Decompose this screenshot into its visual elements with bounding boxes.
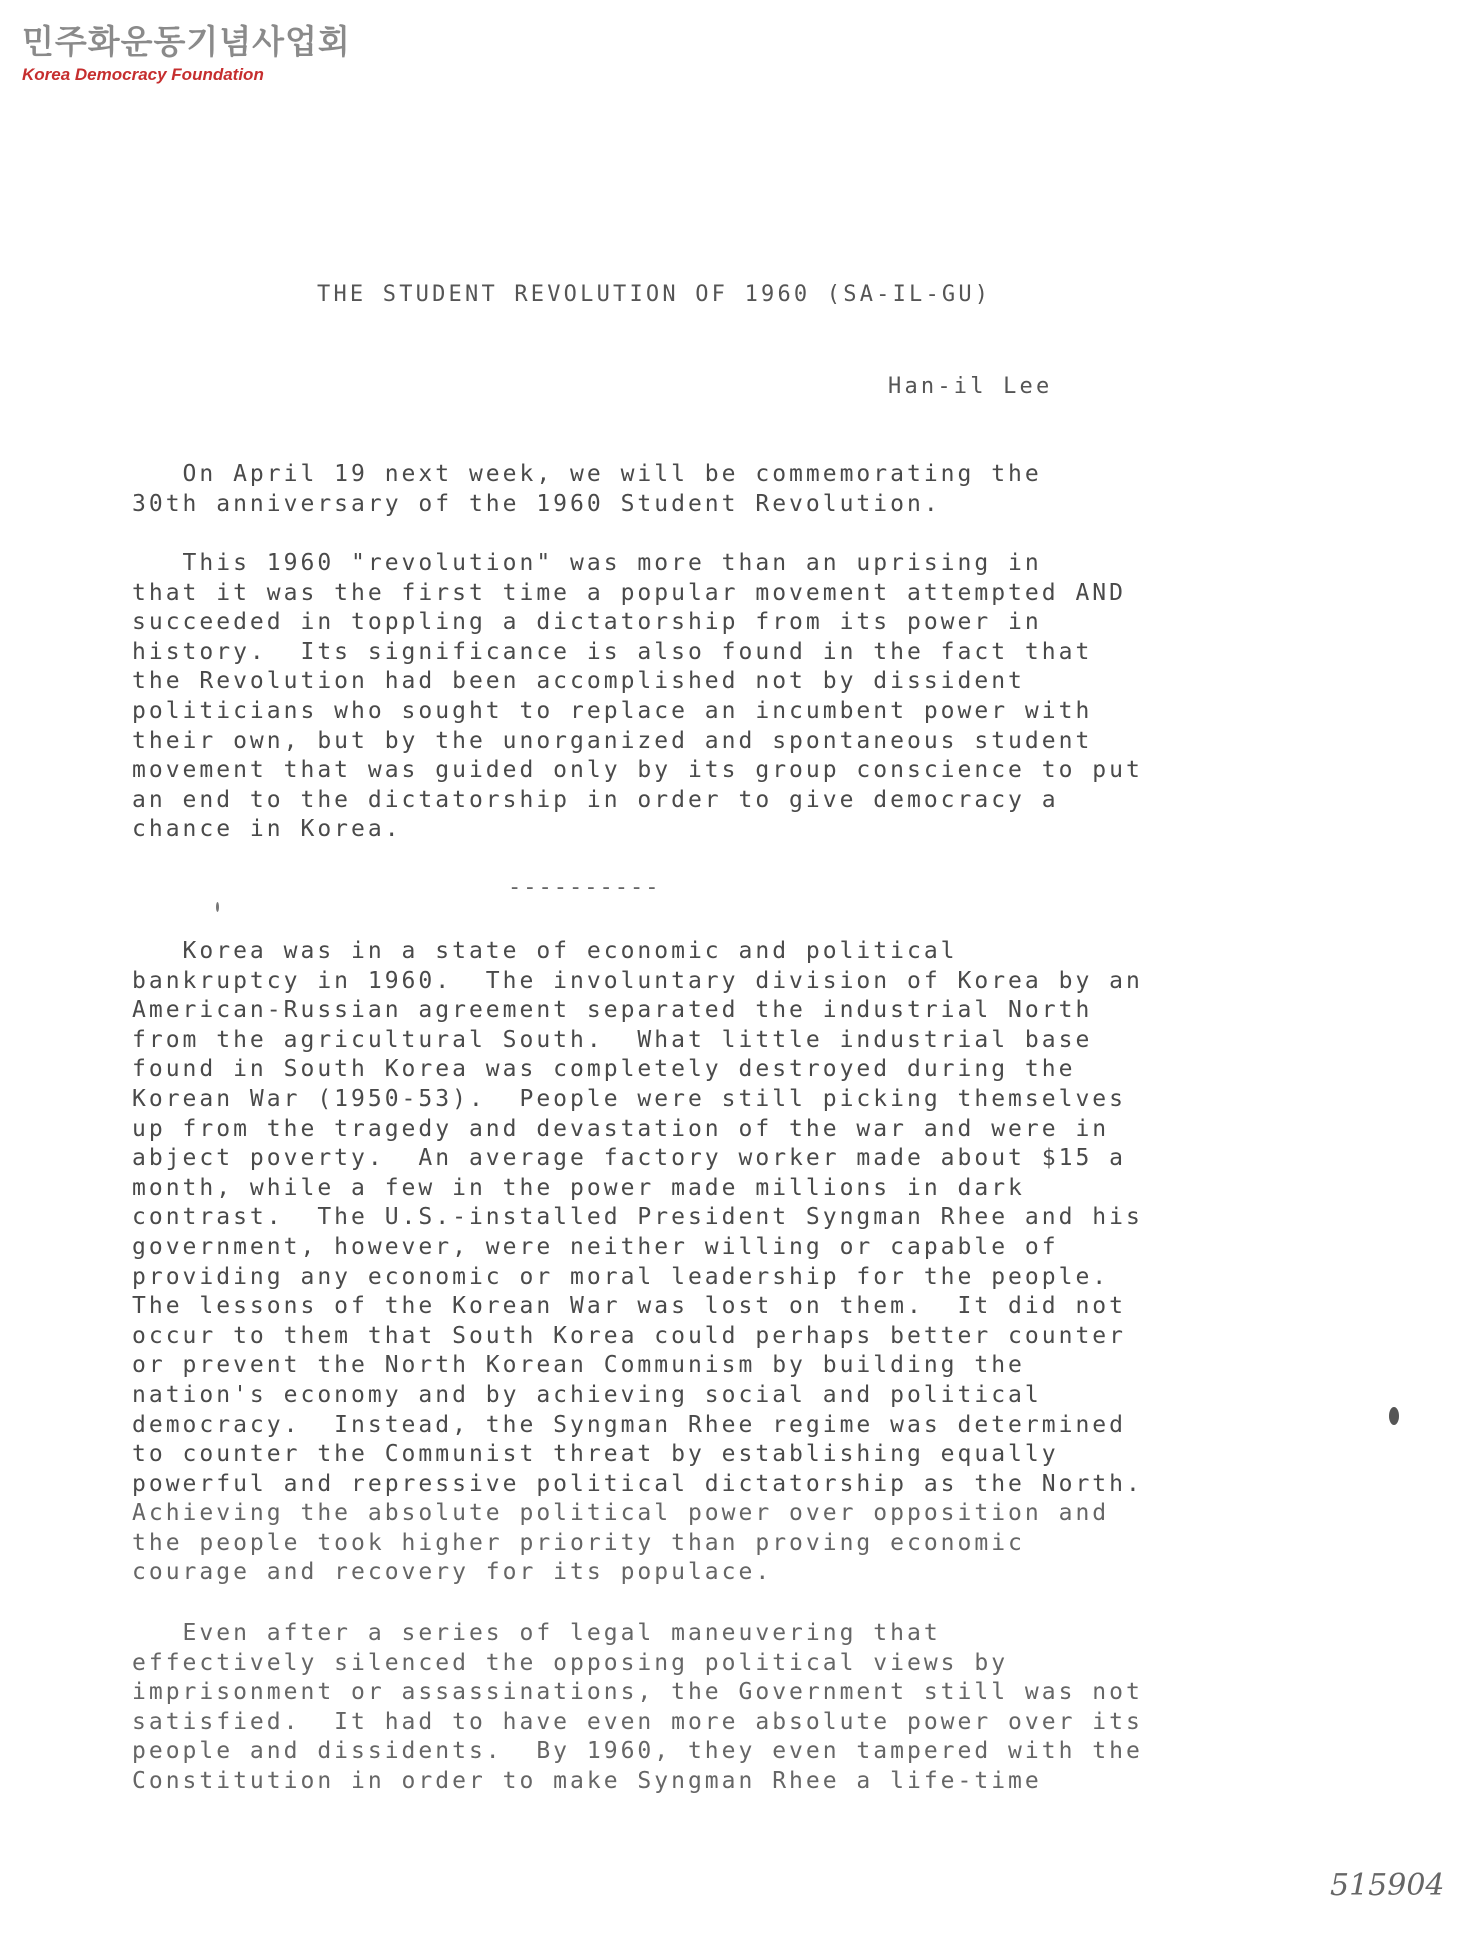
text-line: This 1960 "revolution" was more than an uprising in [132, 550, 1042, 576]
text-line: month, while a few in the power made millions in dark [132, 1174, 1025, 1201]
text-line: 30th anniversary of the 1960 Student Revolution. [132, 490, 941, 517]
text-line: to counter the Communist threat by establishing equally [132, 1441, 1059, 1468]
text-line: Even after a series of legal maneuvering that [132, 1620, 941, 1646]
text-line: their own, but by the unorganized and spontaneous student [132, 727, 1093, 754]
text-line: politicians who sought to replace an incumbent power with [132, 697, 1093, 724]
text-line: contrast. The U.S.-installed President Syngman Rhee and his [132, 1204, 1143, 1231]
text-line: the people took higher priority than proving economic [132, 1529, 1025, 1556]
text-line: or prevent the North Korean Communism by building the [132, 1352, 1025, 1379]
section-separator: ---------- [508, 875, 661, 900]
document-title: THE STUDENT REVOLUTION OF 1960 (SA-IL-GU) [317, 282, 992, 307]
text-line: occur to them that South Korea could perhaps better counter [132, 1322, 1126, 1349]
foundation-logo [22, 22, 351, 86]
text-line: democracy. Instead, the Syngman Rhee regime was determined [132, 1411, 1126, 1438]
text-line: Constitution in order to make Syngman Rhee a life-time [132, 1767, 1042, 1794]
text-line: powerful and repressive political dictatorship as the North. [132, 1470, 1143, 1497]
document-author: Han-il Lee [888, 374, 1053, 399]
ink-blot [1389, 1407, 1399, 1425]
text-line: On April 19 next week, we will be commemorating the [132, 461, 1042, 487]
text-line: government, however, were neither willing or capable of [132, 1233, 1059, 1260]
text-line: chance in Korea. [132, 816, 402, 843]
text-line: found in South Korea was completely destroyed during the [132, 1056, 1076, 1083]
text-line: imprisonment or assassinations, the Government still was not [132, 1679, 1143, 1706]
text-line: people and dissidents. By 1960, they even tampered with the [132, 1738, 1143, 1765]
text-line: history. Its significance is also found in the fact that [132, 638, 1093, 665]
logo-korean-text: 민주화운동기념사업회 [22, 22, 351, 61]
text-line: up from the tragedy and devastation of the war and were in [132, 1115, 1110, 1142]
text-line: that it was the first time a popular movement attempted AND [132, 579, 1126, 606]
logo-english-text: Korea Democracy Foundation [22, 65, 264, 84]
text-line: Korea was in a state of economic and political [132, 938, 958, 964]
text-line: courage and recovery for its populace. [132, 1559, 773, 1586]
paragraph-3 [132, 937, 1432, 1588]
text-line: effectively silenced the opposing political views by [132, 1649, 1009, 1676]
text-line: Achieving the absolute political power over opposition and [132, 1500, 1110, 1527]
ink-speck [216, 902, 219, 912]
paragraph-1 [132, 460, 1432, 519]
handwritten-archive-number: 515904 [1330, 1868, 1445, 1903]
text-line: from the agricultural South. What little industrial base [132, 1026, 1093, 1053]
paragraph-4 [132, 1619, 1432, 1797]
text-line: nation's economy and by achieving social and political [132, 1381, 1042, 1408]
text-line: American-Russian agreement separated the industrial North [132, 997, 1093, 1024]
text-line: Korean War (1950-53). People were still picking themselves [132, 1085, 1126, 1112]
text-line: The lessons of the Korean War was lost on them. It did not [132, 1293, 1126, 1320]
paragraph-2 [132, 549, 1432, 845]
text-line: the Revolution had been accomplished not by dissident [132, 668, 1025, 695]
text-line: abject poverty. An average factory worker made about $15 a [132, 1145, 1126, 1172]
text-line: bankruptcy in 1960. The involuntary division of Korea by an [132, 967, 1143, 994]
text-line: succeeded in toppling a dictatorship from its power in [132, 609, 1042, 636]
text-line: movement that was guided only by its group conscience to put [132, 757, 1143, 784]
text-line: satisfied. It had to have even more absolute power over its [132, 1708, 1143, 1735]
text-line: an end to the dictatorship in order to give democracy a [132, 786, 1059, 813]
text-line: providing any economic or moral leadership for the people. [132, 1263, 1110, 1290]
